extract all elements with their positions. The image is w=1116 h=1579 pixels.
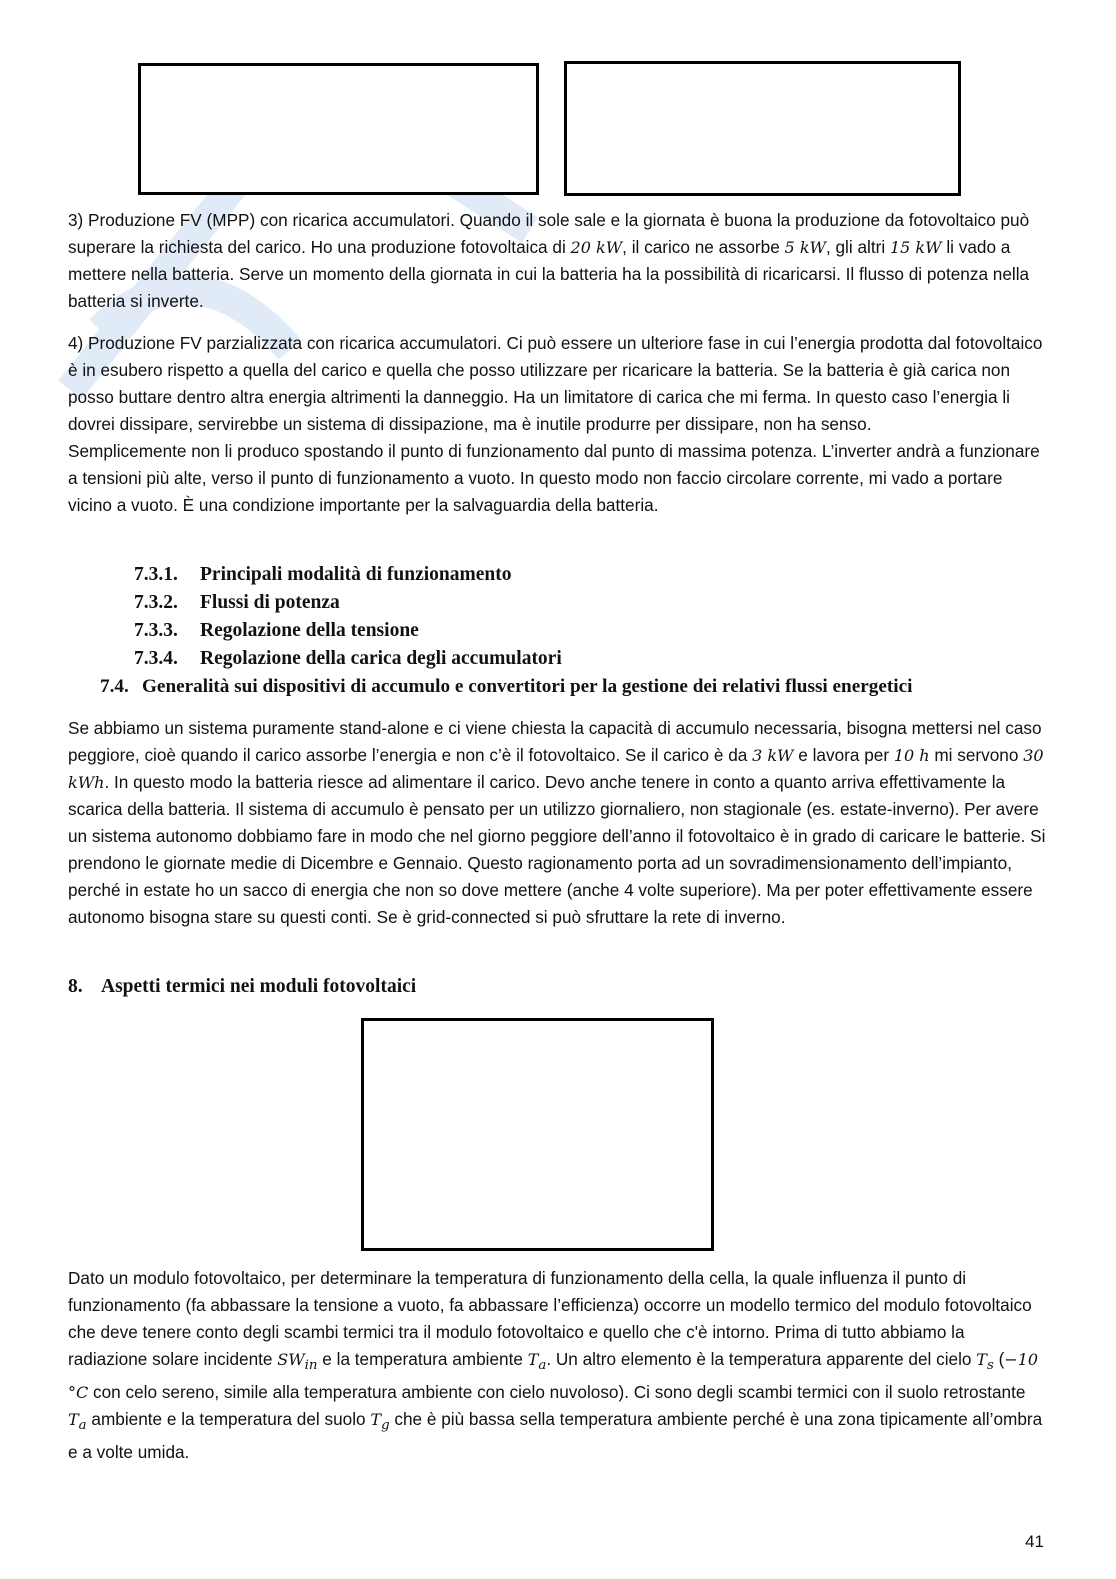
math-sw-in — [277, 1350, 318, 1374]
para8-text-3: . Un altro elemento è la temperatura apparente del cielo — [546, 1349, 977, 1369]
math-t-s — [976, 1350, 994, 1374]
math-minus10c: −10 °C — [68, 1350, 1039, 1403]
figure-top-left — [138, 63, 539, 195]
para8-text-2: e la temperatura ambiente — [317, 1349, 528, 1369]
figure-top-right — [564, 61, 961, 196]
math-t-a-2 — [68, 1410, 87, 1434]
figure-thermal-model — [361, 1018, 714, 1251]
heading-text: Aspetti termici nei moduli fotovoltaici — [101, 976, 417, 997]
heading-text: Regolazione della tensione — [200, 620, 419, 641]
para74-text-1: Se abbiamo un sistema puramente stand-alone e ci viene chiesta la capacità di accumulo necessaria, bisogna mettersi nel caso peggiore, cioè quando il carico assorbe l’energia e non c’è il fotovoltaico. Se il carico è da — [68, 718, 1042, 765]
heading-text: Generalità sui dispositivi di accumulo e convertitori per la gestione dei relativi flussi energetici — [142, 676, 913, 697]
para8-text-1: Dato un modulo fotovoltaico, per determinare la temperatura di funzionamento della cella, la quale influenza il punto di funzionamento (fa abbassare la tensione a vuoto, fa abbassare l’efficienza) occorre un modello termico del modulo fotovoltaico che deve tenere conto degli scambi termici tra il modulo fotovoltaico e quello che c'è intorno. Prima di tutto abbiamo la radiazione solare incidente — [68, 1268, 1032, 1369]
para3-text-3: , gli altri — [825, 237, 890, 257]
heading-number: 7.3.1. — [134, 564, 178, 585]
para3-text-4: li vado a mettere nella batteria. Serve un momento della giornata in cui la batteria ha la possibilità di ricaricarsi. Il flusso di potenza nella batteria si inverte. — [68, 237, 1030, 311]
para74-text-2: e lavora per — [793, 745, 894, 765]
math-t: T — [370, 1410, 382, 1430]
math-30kwh: 30 kWh — [68, 746, 1044, 792]
paragraph-7-4 — [68, 715, 1048, 931]
para3-text-2: , il carico ne assorbe — [622, 237, 785, 257]
para4-part-2: Semplicemente non li produco spostando il punto di funzionamento dal punto di massima potenza. L’inverter andrà a funzionare a tensioni più alte, verso il punto di funzionamento a vuoto. In questo modo non faccio circolare corrente, mi vado a portare vicino a vuoto. È una condizione importante per la salvaguardia della batteria. — [68, 441, 1040, 515]
heading-number: 7.3.2. — [134, 592, 178, 613]
math-10h: 10 h — [893, 746, 930, 765]
paragraph-3 — [68, 207, 1048, 315]
heading-number: 7.3.4. — [134, 648, 178, 669]
math-sub-a: a — [538, 1358, 547, 1374]
heading-number: 7.4. — [100, 676, 129, 697]
para4-part-1: 4) Produzione FV parzializzata con ricarica accumulatori. Ci può essere un ulteriore fase in cui l’energia prodotta dal fotovoltaico è in esubero rispetto a quella del carico e quella che posso utilizzare per ricaricare la batteria. Se la batteria è già carica non posso buttare dentro altra energia altrimenti la danneggio. Ha un limitatore di carica che mi ferma. In questo caso l’energia li dovrei dissipare, servirebbe un sistema di dissipazione, ma è inutile produrre per dissipare, non ha senso. — [68, 333, 1043, 434]
math-20kw: 20 kW — [570, 238, 623, 257]
para8-text-7: che è più bassa sella temperatura ambiente perché è una zona tipicamente all’ombra e a volte umida. — [68, 1409, 1043, 1463]
para74-text-4: . In questo modo la batteria riesce ad alimentare il carico. Devo anche tenere in conto a quanto arriva effettivamente la scarica della batteria. Il sistema di accumulo è pensato per un utilizzo giornaliero, non stagionale (es. estate-inverno). Per avere un sistema autonomo dobbiamo fare in modo che nel giorno peggiore dell’anno il fotovoltaico è in grado di caricare le batterie. Si prendono le giornate medie di Dicembre e Gennaio. Questo ragionamento porta ad un sovradimensionamento dell’impianto, perché in estate ho un sacco di energia che non so dove mettere (anche 4 volte superiore). Ma per poter effettivamente essere autonomo bisogna stare su questi conti. Se è grid-connected si può sfruttare la rete di inverno. — [68, 772, 1046, 927]
heading-text: Regolazione della carica degli accumulatori — [200, 648, 562, 669]
math-sub-g: g — [381, 1418, 390, 1434]
paragraph-4 — [68, 330, 1048, 519]
para3-text-1: 3) Produzione FV (MPP) con ricarica accumulatori. Quando il sole sale e la giornata è buona la produzione da fotovoltaico può superare la richiesta del carico. Ho una produzione fotovoltaica di — [68, 210, 1030, 257]
heading-number: 8. — [68, 976, 83, 997]
math-t-g — [370, 1410, 390, 1434]
heading-8 — [68, 973, 416, 1001]
page-number: 41 — [1025, 1532, 1044, 1551]
para74-text-3: mi servono — [929, 745, 1024, 765]
math-3kw: 3 kW — [752, 746, 794, 765]
para8-text-4: ( — [993, 1349, 1005, 1369]
math-t: T — [68, 1410, 79, 1430]
math-15kw: 15 kW — [889, 238, 942, 257]
heading-7-4 — [100, 673, 912, 701]
math-sub-in: in — [304, 1358, 318, 1374]
math-t-a — [527, 1350, 547, 1374]
para8-text-5: con celo sereno, simile alla temperatura ambiente con cielo nuvoloso). Ci sono degli scambi termici con il suolo retrostante — [88, 1382, 1026, 1403]
heading-text: Principali modalità di funzionamento — [200, 564, 512, 585]
heading-number: 7.3.3. — [134, 620, 178, 641]
math-t: T — [527, 1350, 539, 1369]
math-sub-s: s — [986, 1358, 994, 1374]
heading-7-3-4 — [134, 645, 562, 673]
math-t: T — [976, 1350, 987, 1369]
paragraph-8 — [68, 1265, 1048, 1466]
heading-7-3-1 — [134, 561, 511, 589]
para8-text-6: ambiente e la temperatura del suolo — [86, 1409, 371, 1430]
math-sw: SW — [277, 1350, 305, 1369]
heading-7-3-2 — [134, 589, 340, 617]
heading-text: Flussi di potenza — [200, 592, 340, 613]
heading-7-3-3 — [134, 617, 419, 645]
math-5kw: 5 kW — [784, 238, 826, 257]
math-sub-a: a — [78, 1418, 87, 1434]
